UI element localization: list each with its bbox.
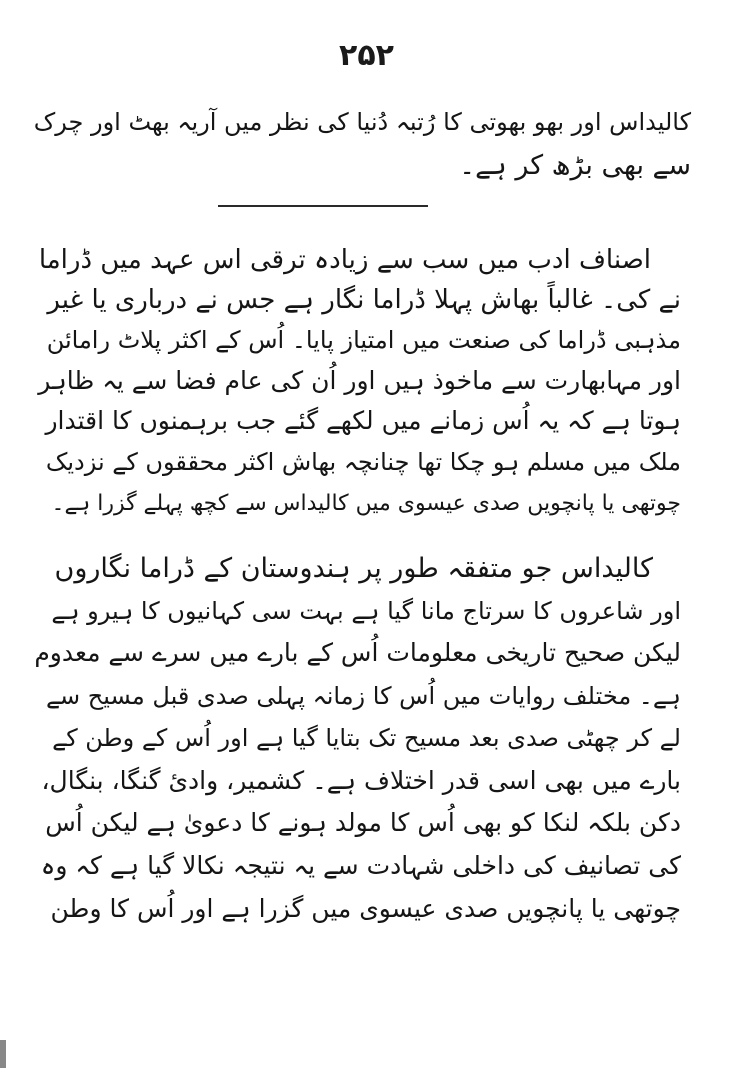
scan-edge-mark <box>0 1040 6 1068</box>
body-line: اور شاعروں کا سرتاج مانا گیا ہے بہت سی کہانیوں کا ہیرو ہے <box>51 597 681 625</box>
body-line: لیکن صحیح تاریخی معلومات اُس کے بارے میں سرے سے معدوم <box>34 638 681 667</box>
body-line: ہوتا ہے کہ یہ اُس زمانے میں لکھے گئے جب برہمنوں کا اقتدار <box>45 406 681 435</box>
body-line: چوتھی یا پانچویں صدی عیسوی میں کالیداس سے کچھ پہلے گزرا ہے۔ <box>51 491 681 516</box>
intro-line: سے بھی بڑھ کر ہے۔ <box>459 150 691 181</box>
intro-line: کالیداس اور بھو بھوتی کا رُتبہ دُنیا کی نظر میں آریہ بھٹ اور چرک <box>33 108 691 136</box>
body-line: ملک میں مسلم ہو چکا تھا چنانچہ بھاش اکثر محققوں کے نزدیک <box>45 448 681 476</box>
body-line: کی تصانیف کی داخلی شہادت سے یہ نتیجہ نکالا گیا ہے کہ وہ <box>40 851 681 880</box>
body-line: کالیداس جو متفقہ طور پر ہندوستان کے ڈراما نگاروں <box>54 553 653 584</box>
body-line: بارے میں بھی اسی قدر اختلاف ہے۔ کشمیر، وادیٔ گنگا، بنگال، <box>41 766 681 795</box>
body-line: دکن بلکہ لنکا کو بھی اُس کا مولد ہونے کا دعویٰ ہے لیکن اُس <box>45 808 681 837</box>
page-number: ۲۵۲ <box>339 38 394 73</box>
body-line: لے کر چھٹی صدی بعد مسیح تک بتایا گیا ہے اور اُس کے وطن کے <box>52 724 681 752</box>
body-line: ہے۔ مختلف روایات میں اُس کا زمانہ پہلی صدی قبل مسیح سے <box>45 682 681 710</box>
body-line: نے کی۔ غالباً بھاش پہلا ڈراما نگار ہے جس نے درباری یا غیر <box>47 285 681 315</box>
section-divider <box>218 205 428 207</box>
body-line: مذہبی ڈراما کی صنعت میں امتیاز پایا۔ اُس کے اکثر پلاٹ رامائن <box>46 326 681 354</box>
body-line: چوتھی یا پانچویں صدی عیسوی میں گزرا ہے اور اُس کا وطن <box>50 894 681 923</box>
body-line: اور مہابھارت سے ماخوذ ہیں اور اُن کی عام فضا سے یہ ظاہر <box>38 366 681 395</box>
body-line: اصناف ادب میں سب سے زیادہ ترقی اس عہد میں ڈراما <box>38 245 651 275</box>
